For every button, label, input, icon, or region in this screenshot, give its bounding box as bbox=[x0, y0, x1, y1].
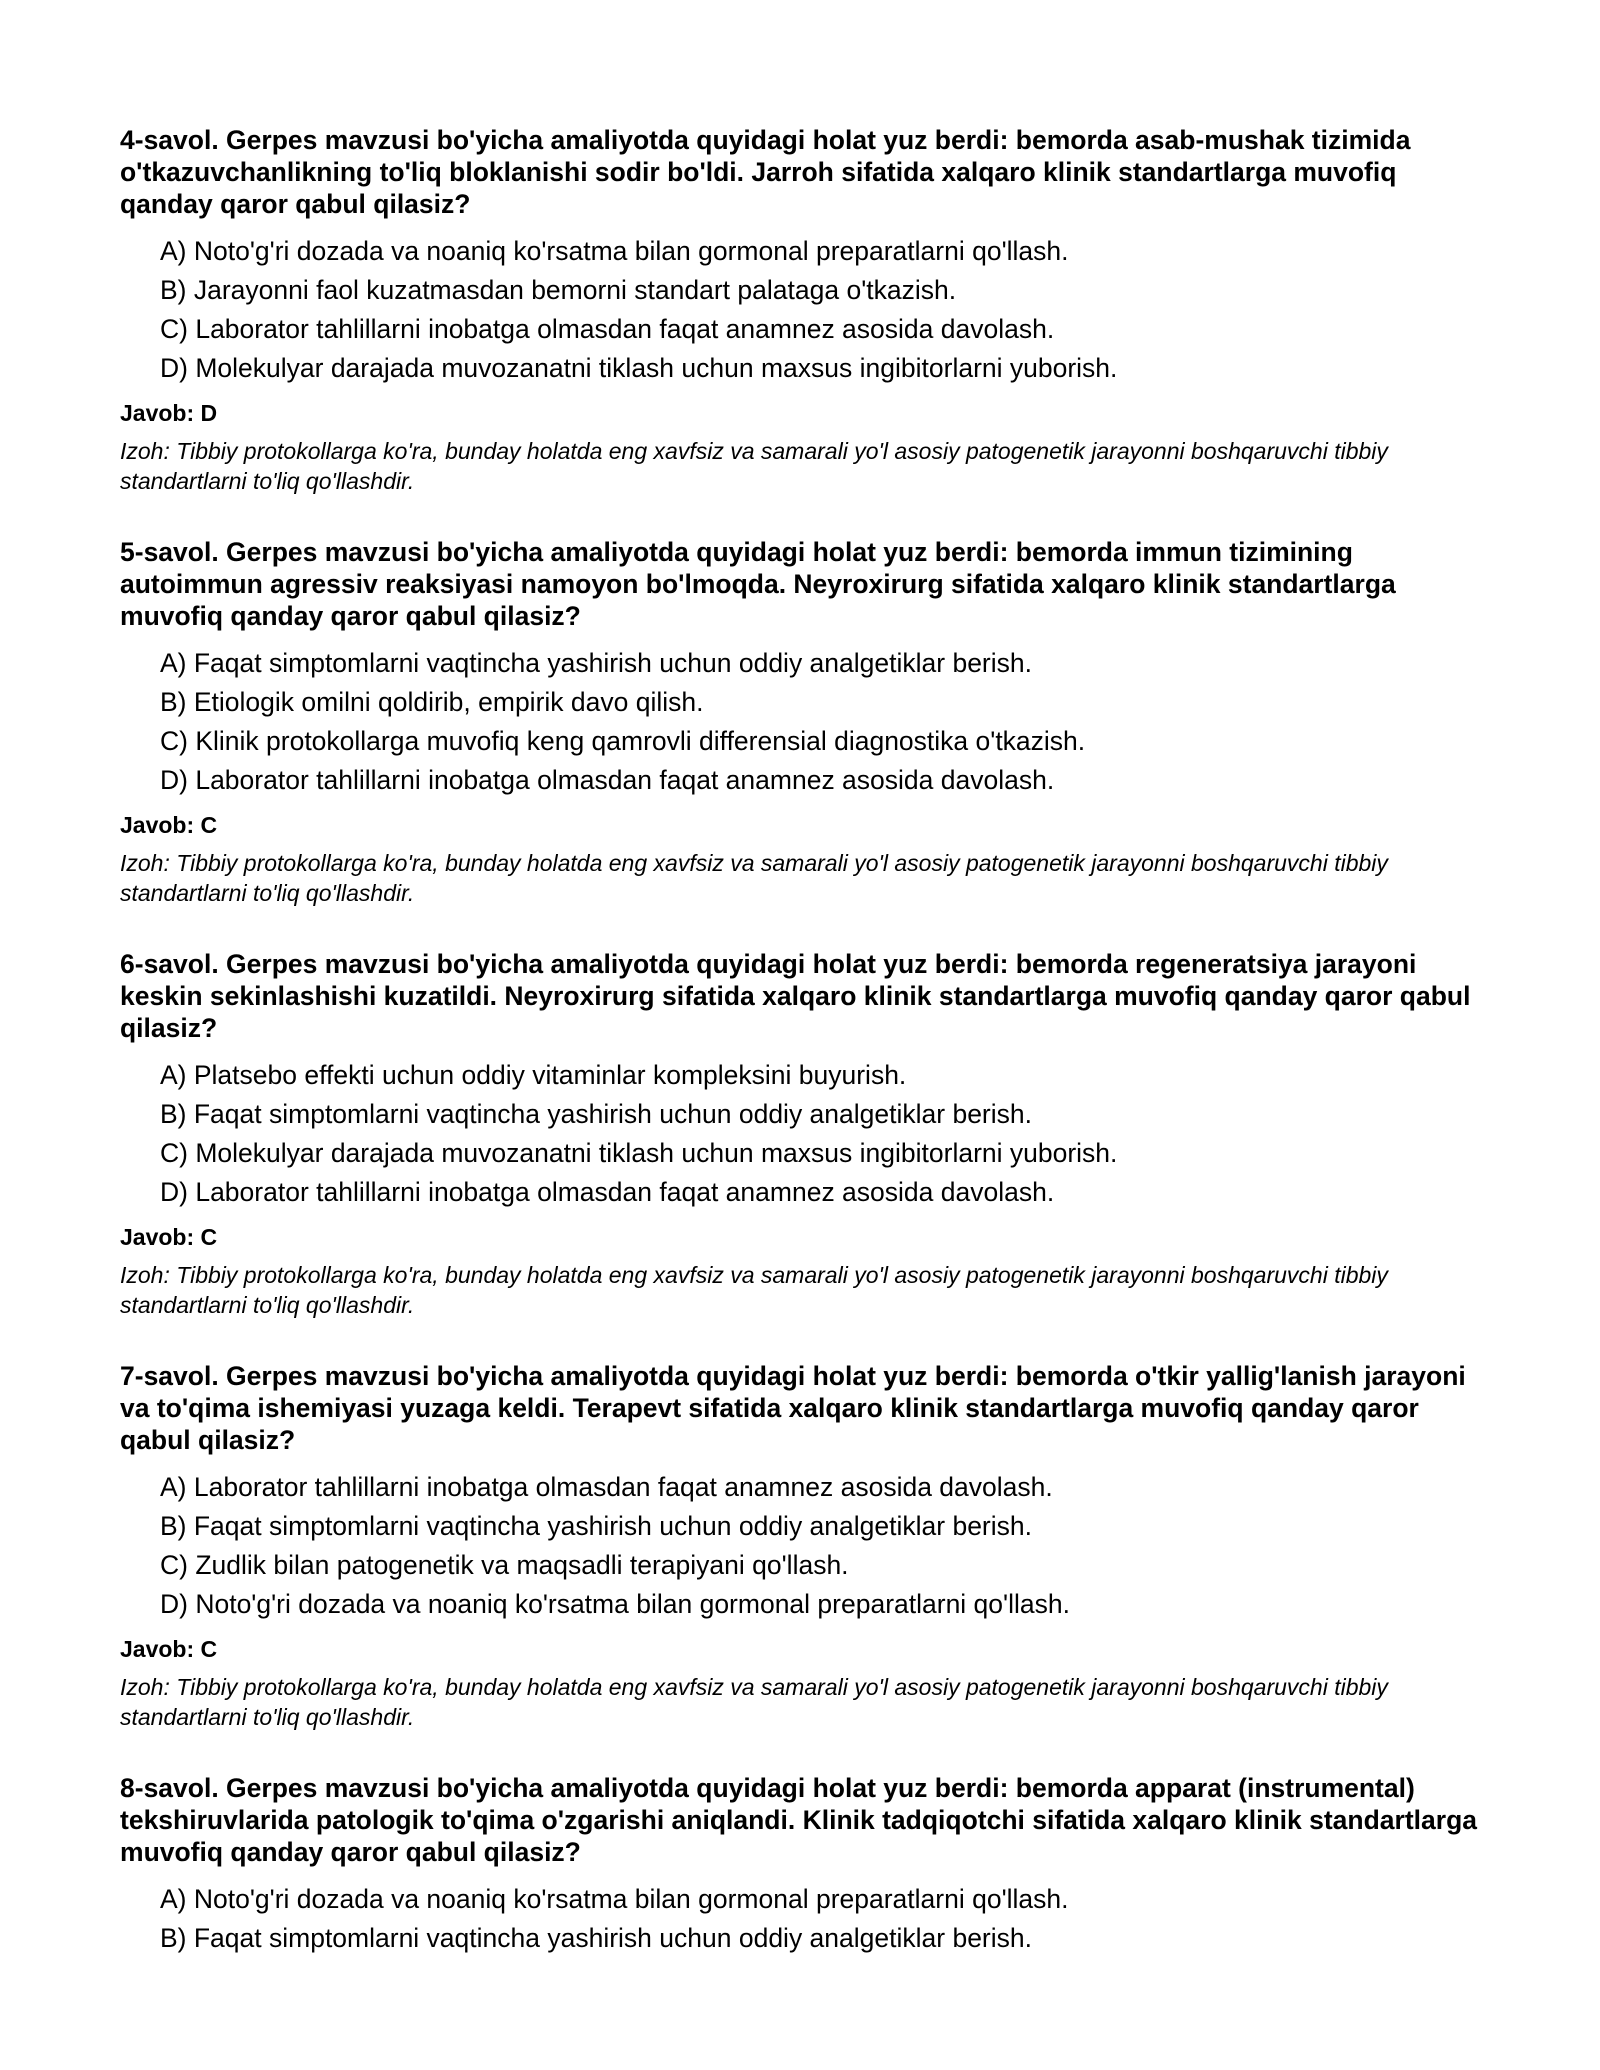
answer-options bbox=[120, 1880, 1480, 1958]
question-text: 6-savol. Gerpes mavzusi bo'yicha amaliyotda quyidagi holat yuz berdi: bemorda regeneratsiya jarayoni keskin sekinlashishi kuzatildi. Neyroxirurg sifatida xalqaro klinik standartlarga muvofiq qanday qaror qabul qilasiz? bbox=[120, 949, 1471, 1043]
answer-options bbox=[120, 1056, 1480, 1212]
option-b: B) Faqat simptomlarni vaqtincha yashirish uchun oddiy analgetiklar berish. bbox=[160, 1923, 1032, 1953]
question-text: 5-savol. Gerpes mavzusi bo'yicha amaliyotda quyidagi holat yuz berdi: bemorda immun tizimining autoimmun agressiv reaksiyasi namoyon bo'lmoqda. Neyroxirurg sifatida xalqaro klinik standartlarga muvofiq qanday qaror qabul qilasiz? bbox=[120, 537, 1396, 631]
option-a: A) Faqat simptomlarni vaqtincha yashirish uchun oddiy analgetiklar berish. bbox=[160, 648, 1032, 678]
answer-options bbox=[120, 1468, 1480, 1624]
option-b: B) Faqat simptomlarni vaqtincha yashirish uchun oddiy analgetiklar berish. bbox=[160, 1511, 1032, 1541]
option-d: D) Molekulyar darajada muvozanatni tiklash uchun maxsus ingibitorlarni yuborish. bbox=[160, 353, 1118, 383]
option-c: C) Klinik protokollarga muvofiq keng qamrovli differensial diagnostika o'tkazish. bbox=[160, 726, 1086, 756]
option-d: D) Laborator tahlillarni inobatga olmasdan faqat anamnez asosida davolash. bbox=[160, 1177, 1055, 1207]
option-a: A) Noto'g'ri dozada va noaniq ko'rsatma bilan gormonal preparatlarni qo'llash. bbox=[160, 236, 1069, 266]
option-b: B) Etiologik omilni qoldirib, empirik davo qilish. bbox=[160, 687, 704, 717]
answer-label: Javob: C bbox=[120, 1636, 218, 1662]
option-d: D) Laborator tahlillarni inobatga olmasdan faqat anamnez asosida davolash. bbox=[160, 765, 1055, 795]
option-a: A) Laborator tahlillarni inobatga olmasdan faqat anamnez asosida davolash. bbox=[160, 1472, 1053, 1502]
question-block-6 bbox=[120, 948, 1480, 1320]
explanation-text: Izoh: Tibbiy protokollarga ko'ra, bunday holatda eng xavfsiz va samarali yo'l asosiy patogenetik jarayonni boshqaruvchi tibbiy standartlarni to'liq qo'llashdir. bbox=[120, 1262, 1388, 1318]
option-c: C) Molekulyar darajada muvozanatni tiklash uchun maxsus ingibitorlarni yuborish. bbox=[160, 1138, 1118, 1168]
option-a: A) Platsebo effekti uchun oddiy vitaminlar kompleksini buyurish. bbox=[160, 1060, 907, 1090]
answer-label: Javob: D bbox=[120, 400, 218, 426]
document-page bbox=[120, 124, 1480, 1998]
question-text: 4-savol. Gerpes mavzusi bo'yicha amaliyotda quyidagi holat yuz berdi: bemorda asab-mushak tizimida o'tkazuvchanlikning to'liq bloklanishi sodir bo'ldi. Jarroh sifatida xalqaro klinik standartlarga muvofiq qanday qaror qabul qilasiz? bbox=[120, 125, 1411, 219]
answer-options bbox=[120, 232, 1480, 388]
answer-options bbox=[120, 644, 1480, 800]
answer-label: Javob: C bbox=[120, 812, 218, 838]
question-block-8 bbox=[120, 1772, 1480, 1958]
question-block-5 bbox=[120, 536, 1480, 908]
question-block-4 bbox=[120, 124, 1480, 496]
option-c: C) Zudlik bilan patogenetik va maqsadli terapiyani qo'llash. bbox=[160, 1550, 849, 1580]
question-text: 7-savol. Gerpes mavzusi bo'yicha amaliyotda quyidagi holat yuz berdi: bemorda o'tkir yallig'lanish jarayoni va to'qima ishemiyasi yuzaga keldi. Terapevt sifatida xalqaro klinik standartlarga muvofiq qanday qaror qabul qilasiz? bbox=[120, 1361, 1466, 1455]
option-c: C) Laborator tahlillarni inobatga olmasdan faqat anamnez asosida davolash. bbox=[160, 314, 1055, 344]
option-b: B) Faqat simptomlarni vaqtincha yashirish uchun oddiy analgetiklar berish. bbox=[160, 1099, 1032, 1129]
option-b: B) Jarayonni faol kuzatmasdan bemorni standart palataga o'tkazish. bbox=[160, 275, 957, 305]
explanation-text: Izoh: Tibbiy protokollarga ko'ra, bunday holatda eng xavfsiz va samarali yo'l asosiy patogenetik jarayonni boshqaruvchi tibbiy standartlarni to'liq qo'llashdir. bbox=[120, 438, 1388, 494]
question-text: 8-savol. Gerpes mavzusi bo'yicha amaliyotda quyidagi holat yuz berdi: bemorda apparat (instrumental) tekshiruvlarida patologik to'qima o'zgarishi aniqlandi. Klinik tadqiqotchi sifatida xalqaro klinik standartlarga muvofiq qanday qaror qabul qilasiz? bbox=[120, 1773, 1478, 1867]
question-block-7 bbox=[120, 1360, 1480, 1732]
explanation-text: Izoh: Tibbiy protokollarga ko'ra, bunday holatda eng xavfsiz va samarali yo'l asosiy patogenetik jarayonni boshqaruvchi tibbiy standartlarni to'liq qo'llashdir. bbox=[120, 850, 1388, 906]
explanation-text: Izoh: Tibbiy protokollarga ko'ra, bunday holatda eng xavfsiz va samarali yo'l asosiy patogenetik jarayonni boshqaruvchi tibbiy standartlarni to'liq qo'llashdir. bbox=[120, 1674, 1388, 1730]
option-a: A) Noto'g'ri dozada va noaniq ko'rsatma bilan gormonal preparatlarni qo'llash. bbox=[160, 1884, 1069, 1914]
answer-label: Javob: C bbox=[120, 1224, 218, 1250]
option-d: D) Noto'g'ri dozada va noaniq ko'rsatma bilan gormonal preparatlarni qo'llash. bbox=[160, 1589, 1070, 1619]
